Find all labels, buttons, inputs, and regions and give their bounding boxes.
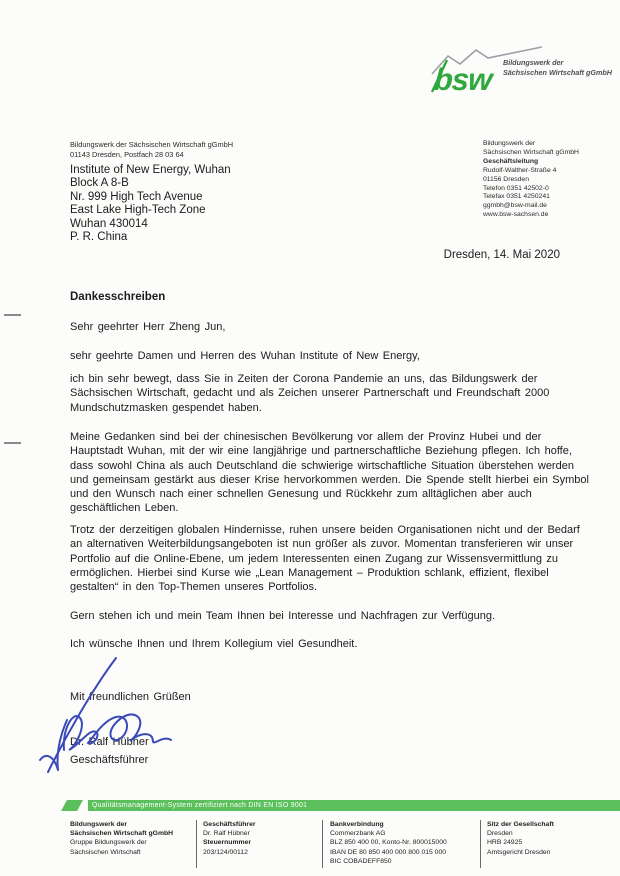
recipient-line: Nr. 999 High Tech Avenue [70,190,203,203]
sender-return-address: Bildungswerk der Sächsischen Wirtschaft gGmbH 01143 Dresden, Postfach 28 03 64 [70,140,234,159]
subject-heading: Dankesschreiben [70,291,166,303]
contact-fax: Telefax 0351 4250241 [483,193,550,201]
handwritten-signature [34,648,184,780]
body-paragraph: Gern stehen ich und mein Team Ihnen bei Interesse und Nachfragen zur Verfügung. [70,610,496,622]
certification-banner-text: Qualitätsmanagement-System zertifiziert nach DIN EN ISO 9001 [92,801,308,809]
footer-company-column: Bildungswerk der Sächsischen Wirtschaft gGmbH Gruppe Bildungswerk der Sächsischen Wirtschaft [70,821,174,856]
contact-phone: Telefon 0351 42502-0 [483,184,549,192]
date-line: Dresden, 14. Mai 2020 [443,249,560,261]
salutation: sehr geehrte Damen und Herren des Wuhan Institute of New Energy, [70,350,420,362]
salutation: Sehr geehrter Herr Zheng Jun, [70,321,226,333]
logo-wordmark: bsw [432,62,493,97]
body-paragraph: Ich wünsche Ihnen und Ihrem Kollegium viel Gesundheit. [70,638,358,650]
body-paragraph: ich bin sehr bewegt, dass Sie in Zeiten der Corona Pandemie an uns, das Bildungswerk der Sächsischen Wirtschaft, gedacht und als Zeichen unserer Partnerschaft und Freundschaft 2000 Mundschutzmasken gespendet haben. [70,373,550,414]
recipient-line: Institute of New Energy, Wuhan [70,164,231,176]
contact-info-block: Bildungswerk der Sächsischen Wirtschaft gGmbH Geschäftsleitung Rudolf-Walther-Straße 4 01156 Dresden Telefon 0351 42502-0 Telefax 0351 4250241 ggmbh@bsw-mail.de www.bsw-sachsen.de [483,140,615,220]
fold-mark [4,442,21,444]
recipient-line: Wuhan 430014 [70,217,148,230]
signer-name: Dr. Ralf Hübner [70,736,149,748]
recipient-line: East Lake High-Tech Zone [70,204,206,217]
company-logo [430,44,615,104]
footer-bank-column: Bankverbindung Commerzbank AG BLZ 850 400 00, Konto-Nr. 800015000 IBAN DE 80 850 400 000 800 015 000 BIC COBADEFF850 [330,821,447,865]
signer-title: Geschäftsführer [70,754,149,766]
footer-divider [480,820,481,868]
body-paragraph: Meine Gedanken sind bei der chinesischen Bevölkerung vor allem der Provinz Hubei und der Hauptstadt Wuhan, mit der wir eine langjährige und partnerschaftliche Beziehung pflegen. Ich hoffe, dass sowohl China als auch Deutschland die schwierige wirtschaftliche Situation überstehen werden und gemeinsam gestärkt aus dieser Krise hervorkommen werden. Die Spende stellt hierbei ein Symbol und den Wunsch nach einer schnellen Genesung und Rückkehr zum alltäglichen aber auch geschäftlichen Leben. [70,431,589,515]
contact-website: www.bsw-sachsen.de [483,211,549,219]
certification-banner-notch [61,800,83,811]
footer-registry-column: Sitz der Gesellschaft Dresden HRB 24925 Amtsgericht Dresden [487,821,554,856]
body-paragraph: Trotz der derzeitigen globalen Hindernisse, ruhen unsere beiden Organisationen nicht und der Bedarf an alternativen Weiterbildungsangeboten ist nun größer als zuvor. Momentan transferieren wir unser Portfolio auf die Online-Ebene, um jedem Interessenten einen Zugang zur Wissensvermittlung zu ermöglichen. Hierbei sind Kurse wie „Lean Management – Produktion schlank, effizient, flexibel gestalten“ in den Top-Themen unseres Portfolios. [70,524,580,594]
footer-divider [322,820,323,868]
closing-phrase: Mit freundlichen Grüßen [70,691,191,703]
recipient-line: P. R. China [70,231,128,244]
recipient-address [70,164,231,244]
contact-department: Geschäftsleitung [483,157,539,165]
logo-company-name: Bildungswerk der Sächsischen Wirtschaft gGmbH [503,58,612,77]
fold-mark [4,314,21,316]
recipient-line: Block A 8-B [70,177,129,190]
footer-management-column: Geschäftsführer Dr. Ralf Hübner Steuernummer 203/124/00112 [203,821,256,856]
contact-email: ggmbh@bsw-mail.de [483,202,547,210]
footer-divider [196,820,197,868]
